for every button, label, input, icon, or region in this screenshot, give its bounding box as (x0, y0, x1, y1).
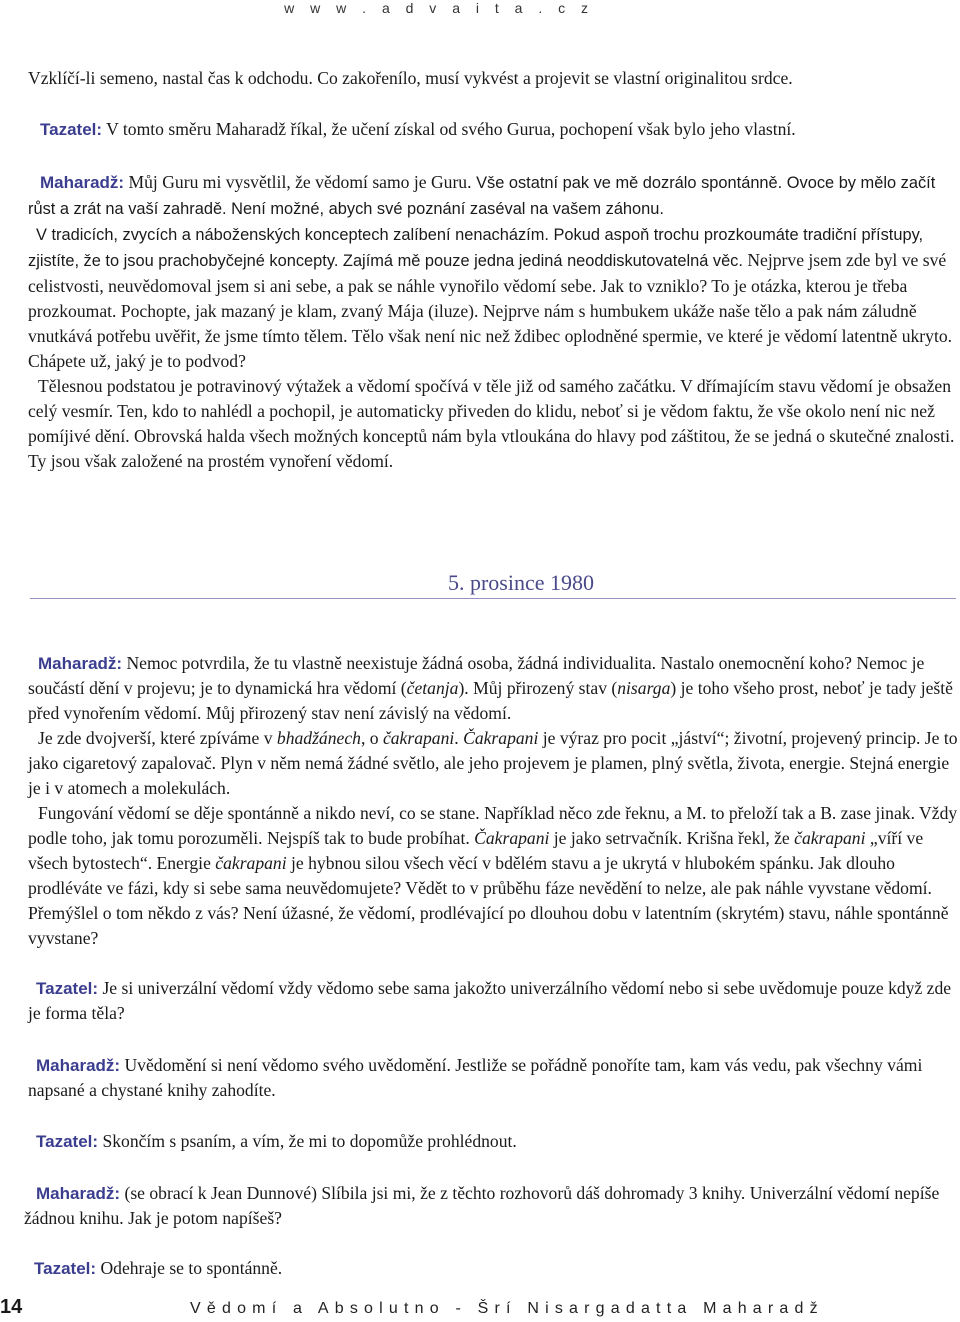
speech-text: Můj Guru mi vysvětlil, že vědomí samo je Guru. (124, 172, 472, 192)
speech-text: je výraz pro pocit „jáství“; životní, projevený princip. Je to jako cigaretový zapalovač. Plyn v něm nemá žádné světlo, ale jeho projevem je plamen, plný světla, života, energie. Stejná energie je i v atomech a molekulách. (28, 728, 958, 798)
speech-text: ) je toho všeho prost, neboť je tady ještě před vynořením vědomí. Můj přirozený stav není závislý na vědomí. (28, 678, 953, 723)
speech-text: Nemoc potvrdila, že tu vlastně neexistuje žádná osoba, žádná individualita. Nastalo onemocnění koho? Nemoc je součástí dění v projevu; je to dynamická hra vědomí ( (28, 653, 925, 698)
speech-text: Je zde dvojverší, které zpíváme v (38, 728, 277, 748)
speech-text: Uvědomění si není vědomo svého uvědomění. Jestliže se pořádně ponoříte tam, kam vás vedu, pak všechny vámi napsané a chystané knihy zahodíte. (28, 1055, 923, 1100)
section-date: 5. prosince 1980 (30, 568, 956, 599)
section-maharadz-2 (28, 651, 958, 951)
speech-text-sans: Vše ostatní pak ve mě dozrálo spontánně. Ovoce by mělo začít růst a zrát na vaší zahradě. Není možné, abych své poznání zaséval na vašem záhonu. (28, 174, 936, 218)
speech-text: je hybnou silou všech věcí v bdělém stavu a je ukrytá v hlubokém spánku. Jak dlouho prodléváte ve fázi, kdy si sebe sama neuvědomujete? Vědět to v průběhu fáze nevědění to nelze, ale pak náhle vyvstane vědomí. Přemýšlel o tom někdo z vás? Není úžasné, že vědomí, prodlévající po dlouhou dobu v latentním (skrytém) stavu, náhle spontánně vyvstane? (28, 853, 949, 948)
speaker-label: Maharadž: (38, 654, 123, 673)
speech-text: Tělesnou podstatou je potravinový výtažek a vědomí spočívá v těle již od samého začátku. V dřímajícím stavu vědomí je obsažen celý vesmír. Ten, kdo to nahlédl a pochopil, je automaticky přiveden do klidu, neboť si je vědom faktu, že vše okolo není nic než pomíjivé dění. Obrovská halda všech možných konceptů nám byla vtloukána do hlavy pod záštitou, že se jedná o skutečné znalosti. Ty jsou však založené na prostém vynoření vědomí. (28, 376, 955, 471)
speech-text: Nejprve jsem zde byl ve své celistvosti, neuvědomoval jsem si ani sebe, a pak se náhle vynořilo vědomí sebe. Jak to vzniklo? To je otázka, kterou je třeba prozkoumat. Pochopte, jak mazaný je klam, zvaný Mája (iluze). Nejprve nám s humbukem ukáže naše tělo a pak nám záludně vnutkává potřebu uvěřit, že jsme tímto tělem. Tělo však není nic než ždibec oplodněné spermie, ve které je vědomí latentně ukryto. Chápete už, jaký je to podvod? (28, 250, 953, 371)
speech-text: ). Můj přirozený stav ( (458, 678, 618, 698)
term-italic: nisarga (617, 678, 671, 698)
section-maharadz-3 (28, 1053, 958, 1103)
speaker-label: Tazatel: (34, 1259, 97, 1278)
speaker-label: Tazatel: (40, 120, 103, 139)
term-italic: Čakrapani (463, 728, 539, 748)
speech-text: , o (360, 728, 383, 748)
speaker-label: Maharadž: (36, 1056, 121, 1075)
intro-text: Vzklíčí-li semeno, nastal čas k odchodu. Co zakořenílo, musí vykvést a projevit se vlastní originalitou srdce. (28, 68, 793, 88)
speech-text: . (454, 728, 464, 748)
speaker-label: Maharadž: (40, 173, 125, 192)
term-italic: čakrapani (794, 828, 866, 848)
speech-text: Je si univerzální vědomí vždy vědomo sebe sama jakožto univerzálního vědomí nebo si sebe uvědomuje pouze když zde je forma těla? (28, 978, 952, 1023)
section-maharadz-4 (24, 1181, 958, 1231)
term-italic: bhadžánech (276, 728, 361, 748)
section-maharadz-1 (28, 170, 958, 474)
paragraph-intro (28, 66, 958, 91)
section-tazatel-3 (28, 1129, 958, 1154)
speech-text: „víří ve všech bytostech“. Energie (28, 828, 924, 873)
term-italic: čakrapani (215, 853, 287, 873)
speaker-label: Maharadž: (36, 1184, 121, 1203)
speaker-label: Tazatel: (36, 1132, 99, 1151)
speech-text: Skončím s psaním, a vím, že mi to dopomůže prohlédnout. (98, 1131, 517, 1151)
speech-text: Odehraje se to spontánně. (96, 1258, 283, 1278)
term-italic: čakrapani (382, 728, 455, 748)
speech-text: V tomto směru Maharadž říkal, že učení získal od svého Gurua, pochopení však bylo jeho vlastní. (102, 119, 796, 139)
page-number: 14 (0, 1296, 23, 1318)
speech-text: je jako setrvačník. Krišna řekl, že (549, 828, 795, 848)
speech-text: Fungování vědomí se děje spontánně a nikdo neví, co se stane. Například něco zde řeknu, a M. to přeloží tak a B. zase jinak. Vždy podle toho, jak tomu porozuměli. Nejspíš tak to bude probíhat. (28, 803, 958, 848)
speaker-label: Tazatel: (36, 979, 99, 998)
section-tazatel-1 (28, 117, 958, 142)
term-italic: Čakrapani (474, 828, 550, 848)
speech-text: (se obrací k Jean Dunnové) Slíbila jsi mi, že z těchto rozhovorů dáš dohromady 3 knihy. Univerzální vědomí nepíše žádnou knihu. Jak je potom napíšeš? (24, 1183, 940, 1228)
section-tazatel-2 (28, 976, 958, 1026)
speech-text-sans: V tradicích, zvycích a náboženských konceptech zalíbení nenacházím. Pokud aspoň trochu prozkoumáte tradiční přístupy, zjistíte, že to jsou prachobyčejné koncepty. Zajímá mě pouze jedna jediná neoddiskutovatelná věc. (28, 226, 924, 270)
section-tazatel-4 (28, 1256, 958, 1281)
term-italic: četanja (406, 678, 459, 698)
site-header: w w w . a d v a i t a . c z (284, 0, 594, 16)
book-title-footer: Vědomí a Absolutno - Šrí Nisargadatta Maharadž (190, 1300, 824, 1317)
